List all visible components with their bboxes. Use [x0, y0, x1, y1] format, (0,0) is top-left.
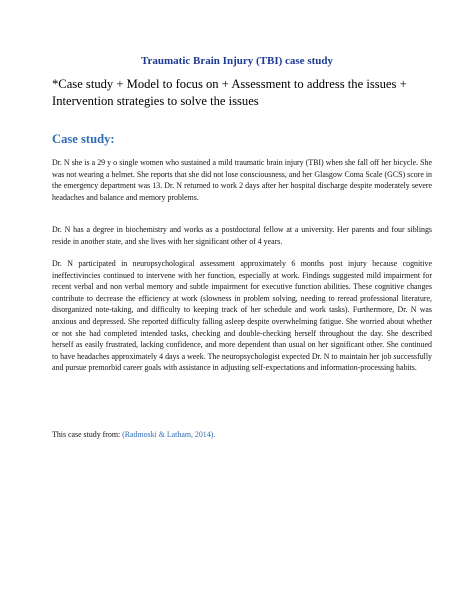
- source-line: [52, 429, 432, 441]
- document-title: Traumatic Brain Injury (TBI) case study: [141, 55, 333, 67]
- section-heading: Case study:: [52, 132, 115, 146]
- source-prefix: This case study from:: [52, 430, 121, 439]
- source-citation-link[interactable]: (Radmoski & Latham, 2014).: [122, 430, 216, 439]
- paragraph-background: Dr. N has a degree in biochemistry and works as a postdoctoral fellow at a university. Her parents and four siblings reside in another state, and she lives with her significant other of 4 years.: [52, 225, 432, 246]
- document-subtitle: *Case study + Model to focus on + Assessment to address the issues + Intervention strategies to solve the issues: [52, 77, 407, 108]
- paragraph-assessment: Dr. N participated in neuropsychological assessment approximately 6 months post injury because cognitive ineffectivincies continued to intervene with her function, especially at work. Findings suggested mild impairment for recent verbal and non verbal memory and subtle impairment for executive function abilities. These cognitive changes contribute to decrease the efficiency at work (slowness in problem solving, needing to reread professional literature, disorganized note-taking, and difficulty to keeping track of her schedule and work tasks). Furthermore, Dr. N was anxious and depressed. She reported difficulty falling asleep despite overwhelming fatigue. She worried about whether or not she had completed intended tasks, checking and double-checking herself throughout the day. She described herself as easily frustrated, lacking confidence, and more dependent than usual on her significant other. She continued to have headaches approximately 4 days a week. The neuropsychologist expected Dr. N to maintain her job successfully and pursue premorbid career goals with assistance in adjusting self-expectations and information-processing habits.: [52, 259, 432, 373]
- paragraph-injury: Dr. N she is a 29 y o single women who sustained a mild traumatic brain injury (TBI) when she fall off her bicycle. She was not wearing a helmet. She reports that she did not lose consciousness, and her Glasgow Coma Scale (GCS) score in the emergency department was 13. Dr. N returned to work 2 days after her hospital discharge despite moderately severe headaches and balance and memory problems.: [52, 158, 432, 202]
